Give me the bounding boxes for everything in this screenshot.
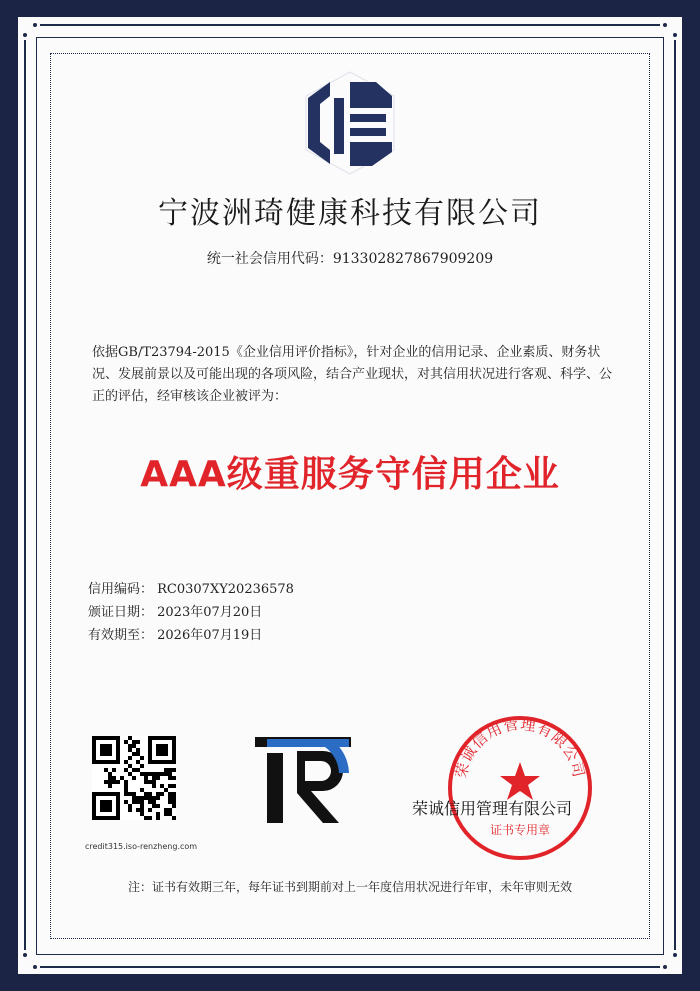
qr-code-icon[interactable] <box>92 736 176 820</box>
cert-number: 信用编码： RC0307XY20236578 <box>88 582 294 597</box>
corner-dot <box>673 953 677 957</box>
bottom-border-line <box>40 966 660 968</box>
valid-until: 有效期至： 2026年07月19日 <box>88 628 263 643</box>
corner-dot <box>23 33 27 37</box>
top-border-line <box>40 24 660 26</box>
issuer-name: 荣诚信用管理有限公司 <box>412 799 573 818</box>
validity-note: 注：证书有效期三年，每年证书到期前对上一年度信用状况进行年审，未年审则无效 <box>127 880 572 894</box>
corner-dot <box>33 965 37 969</box>
issue-date: 颁证日期： 2023年07月20日 <box>88 605 263 620</box>
corner-dot <box>663 965 667 969</box>
award-title: AAA级重服务守信用企业 <box>140 454 560 495</box>
corner-dot <box>673 33 677 37</box>
credit-code: 统一社会信用代码：913302827867909209 <box>206 251 494 267</box>
rc-logo-icon <box>253 733 351 825</box>
corner-dot <box>663 23 667 27</box>
evaluation-text: 依据GB/T23794-2015《企业信用评价指标》，针对企业的信用记录、企业素质、财务状况、发展前景以及可能出现的各项风险，结合产业现状，对其信用状况进行客观、科学、公正的评估，经审核该企业被评为： <box>92 345 613 404</box>
company-name: 宁波洲琦健康科技有限公司 <box>158 196 542 231</box>
corner-dot <box>23 953 27 957</box>
credit-emblem-icon <box>300 68 400 178</box>
seal-bottom-text: 证书专用章 <box>489 823 551 837</box>
corner-dot <box>33 23 37 27</box>
qr-url: credit315.iso-renzheng.com <box>85 842 198 851</box>
certificate-meta <box>88 578 294 647</box>
official-seal-icon <box>444 712 596 864</box>
seal-text: 荣诚信用管理有限公司 <box>451 714 589 780</box>
